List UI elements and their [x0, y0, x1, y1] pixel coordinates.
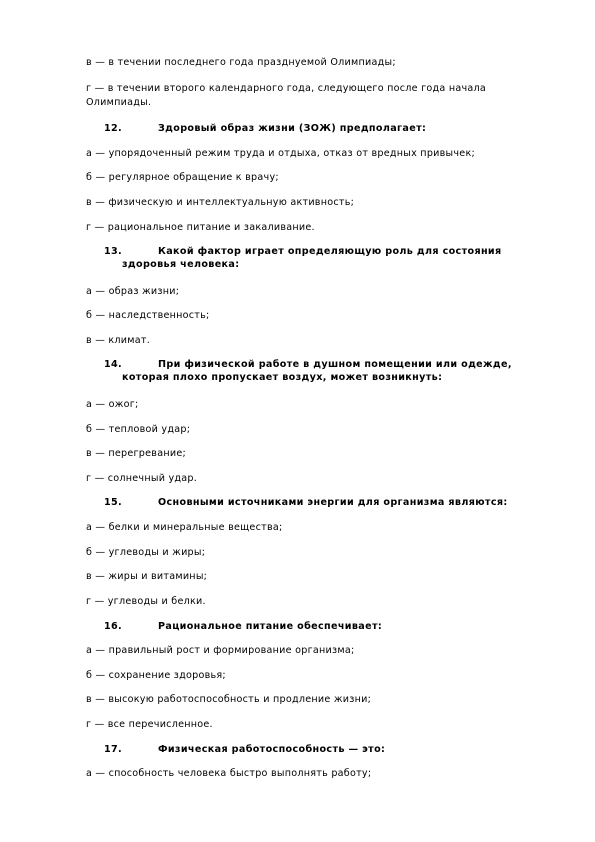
answer-line: в — в течении последнего года празднуемой Олимпиады; — [86, 57, 396, 68]
answer-option: г — углеводы и белки. — [86, 596, 206, 607]
question-text: Основными источниками энергии для организма являются: — [158, 497, 508, 508]
answer-option: а — правильный рост и формирование организма; — [86, 645, 355, 656]
question-text-continuation: которая плохо пропускает воздух, может возникнуть: — [122, 372, 443, 383]
answer-line: г — в течении второго календарного года, следующего после года начала — [86, 83, 487, 94]
question-number: 12. — [104, 123, 123, 134]
answer-option: а — ожог; — [86, 399, 139, 410]
question-text: Какой фактор играет определяющую роль для состояния — [158, 246, 502, 257]
answer-option: а — упорядоченный режим труда и отдыха, отказ от вредных привычек; — [86, 148, 475, 159]
answer-option: а — образ жизни; — [86, 286, 180, 297]
question-number: 15. — [104, 497, 123, 508]
answer-option: г — рациональное питание и закаливание. — [86, 222, 315, 233]
question-text: Здоровый образ жизни (ЗОЖ) предполагает: — [158, 123, 427, 134]
question-text: При физической работе в душном помещении или одежде, — [158, 359, 512, 370]
answer-option: г — солнечный удар. — [86, 473, 198, 484]
answer-option: б — регулярное обращение к врачу; — [86, 172, 279, 183]
answer-line: Олимпиады. — [86, 97, 152, 108]
answer-option: б — сохранение здоровья; — [86, 670, 226, 681]
answer-option: в — перегревание; — [86, 448, 186, 459]
question-number: 17. — [104, 744, 123, 755]
question-16-heading — [104, 620, 545, 633]
answer-option: в — жиры и витамины; — [86, 571, 208, 582]
answer-option: б — углеводы и жиры; — [86, 547, 206, 558]
answer-option: б — наследственность; — [86, 310, 210, 321]
answer-option: г — все перечисленное. — [86, 719, 213, 730]
question-text: Рациональное питание обеспечивает: — [158, 621, 383, 632]
question-15-heading — [104, 496, 545, 509]
question-13-heading — [104, 245, 545, 271]
question-14-heading — [104, 358, 545, 384]
question-number: 16. — [104, 621, 123, 632]
question-text-continuation: здоровья человека: — [122, 259, 240, 270]
answer-option: б — тепловой удар; — [86, 424, 191, 435]
answer-option: а — способность человека быстро выполнять работу; — [86, 768, 372, 779]
answer-option: в — климат. — [86, 335, 151, 346]
question-12-heading — [104, 122, 545, 135]
question-17-heading — [104, 743, 545, 756]
question-number: 13. — [104, 246, 123, 257]
answer-option: в — физическую и интеллектуальную активность; — [86, 197, 355, 208]
question-text: Физическая работоспособность — это: — [158, 744, 386, 755]
answer-option: в — высокую работоспособность и продление жизни; — [86, 694, 372, 705]
answer-option: а — белки и минеральные вещества; — [86, 522, 283, 533]
question-number: 14. — [104, 359, 123, 370]
